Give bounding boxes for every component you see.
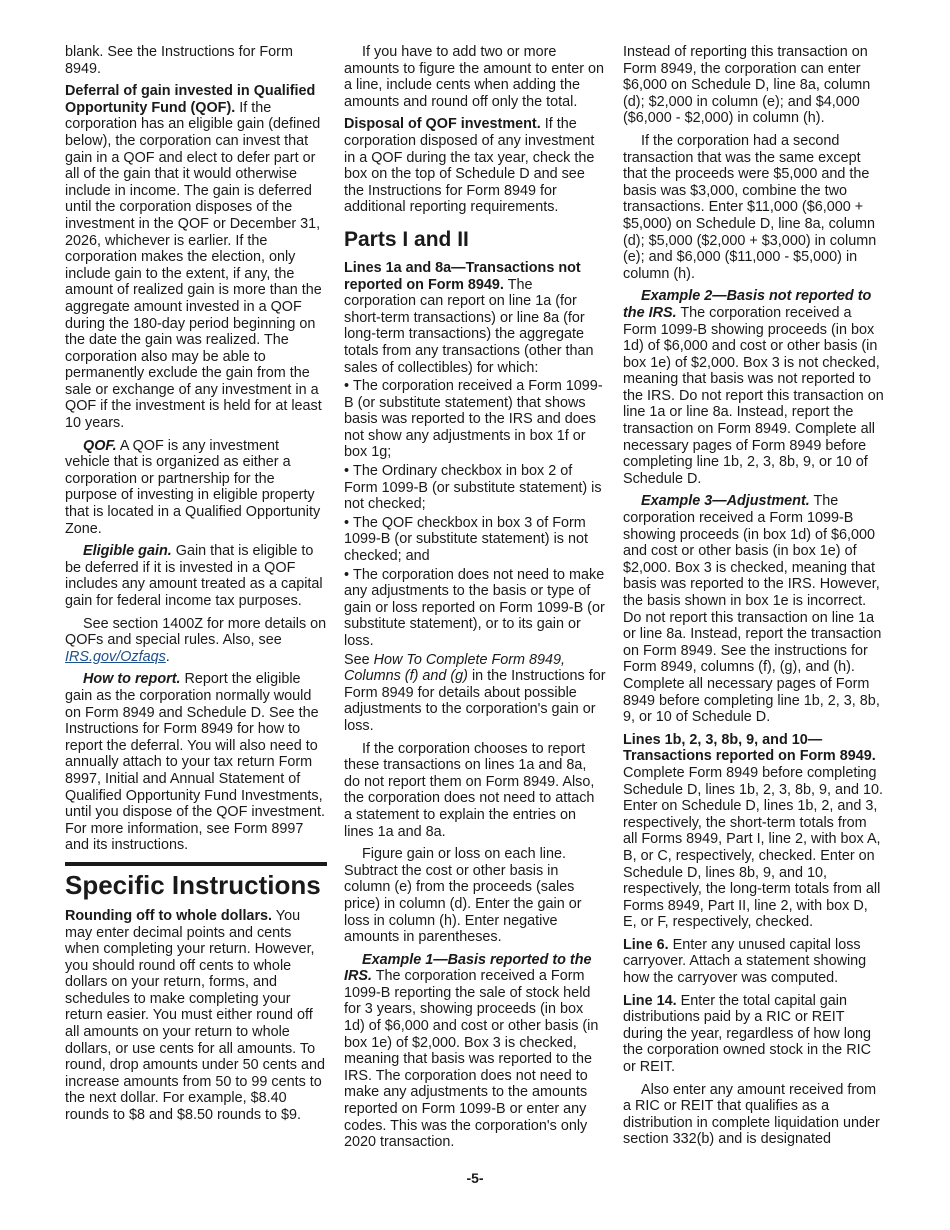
text-line-6: Enter any unused capital loss carryover. Attach a statement showing how the carryover was computed. (623, 936, 867, 987)
irs-ozfaqs-link[interactable]: IRS.gov/Ozfaqs (65, 648, 166, 665)
text-see-section: See section 1400Z for more details on QOFs and special rules. Also, see (65, 615, 327, 649)
lead-qof: QOF. (83, 437, 117, 454)
paragraph-example-2 (623, 288, 885, 487)
paragraph-lines-1a-8a (344, 260, 606, 376)
text-example-3: The corporation received a Form 1099-B showing proceeds (in box 1d) of $6,000 and cost or other basis (in box 1e) of $2,000. Box 3 is checked, meaning that basis was reported to the IRS. However, the basis shown in box 1e is incorrect. Do not report this transaction on line 1a or line 8a. Instead, report the transaction on Form 8949. See the instructions for Form 8949, columns (f), (g), and (h). Complete all necessary pages of Form 8949 before completing line 1b, 2, 3, 8b, 9, or 10 of Schedule D. (623, 493, 882, 726)
text-disposal: If the corporation disposed of any investment in a QOF during the tax year, check the box on the top of Schedule D and see the Instructions for Form 8949 for additional reporting requirements. (344, 116, 595, 216)
paragraph-figure-gain: Figure gain or loss on each line. Subtract the cost or other basis in column (e) from the proceeds (sales price) in column (d). Enter the gain or loss in column (h). Enter negative amounts in parentheses. (344, 846, 582, 946)
list-item (344, 463, 606, 513)
paragraph-lines-reported (623, 732, 885, 931)
lead-disposal: Disposal of QOF investment. (344, 116, 541, 133)
lead-line-6: Line 6. (623, 936, 669, 953)
period: . (165, 648, 170, 665)
list-item-text: The corporation does not need to make any adjustments to the basis or type of gain or loss reported on Form 1099-B (or substitute statement), or to its gain or loss. (344, 566, 605, 649)
paragraph-second-transaction: If the corporation had a second transaction that was the same except that the proceeds were $5,000 and the basis was $3,000, combine the two transactions. Enter $11,000 ($6,000 + $5,000) on Schedule D, line 8a, column (d); $5,000 ($2,000 + $3,000) in column (e); and $6,000 ($11,000 - $5,000) in column (h). (623, 132, 877, 282)
lead-example-1: Example 1—Basis reported to the IRS. (344, 951, 592, 985)
lead-lines-reported: Lines 1b, 2, 3, 8b, 9, and 10—Transactions reported on Form 8949. (623, 731, 876, 765)
bullet-icon: • (344, 378, 350, 395)
text-qof-deferral: If the corporation has an eligible gain (defined below), the corporation can invest that gain in a QOF and elect to defer part or all of the gain that it would otherwise include in income. The gain is deferred until the corporation disposes of the investment in the QOF or December 31, 2026, whichever is earlier. If the corporation makes the election, only include gain to the extent, if any, the amount of realized gain is more than the aggregate amount invested in a QOF during the 180-day period beginning on the date the gain was realized. The corporation also may be able to permanently exclude the gain from the sale or exchange of any investment in a QOF if the investment is held for at least 10 years. (65, 99, 322, 432)
text-lines-reported: Complete Form 8949 before completing Schedule D, lines 1b, 2, 3, 8b, 9, and 10. Enter on Schedule D, lines 1b, 2, and 3, respectively, the short-term totals from all Forms 8949, Part I, line 2, with box A, B, or C, respectively, checked. Enter on Schedule D, lines 8b, 9, and 10, respectively, the long-term totals from all Forms 8949, Part II, line 2, with box D, E, or F, respectively, checked. (623, 764, 884, 931)
paragraph-qof-deferral (65, 83, 327, 431)
paragraph: If you have to add two or more amounts to figure the amount to enter on a line, include cents when adding the amounts and round off only the total. (344, 44, 604, 110)
lead-line-14: Line 14. (623, 992, 677, 1009)
paragraph-line-6 (623, 937, 885, 987)
column-1 (65, 44, 327, 1130)
section-divider (65, 862, 327, 866)
text-example-2: The corporation received a Form 1099-B showing proceeds (in box 1d) of $6,000 and cost or other basis (in box 1e) of $2,000. Box 3 is not checked, meaning that basis was not reported to the IRS. Do not report this transaction on line 1a or line 8a. Instead, report the transaction on Form 8949. Complete all necessary pages of Form 8949 before completing line 1b, 2, 3, 8b, 9, or 10 of Schedule D. (623, 304, 884, 487)
paragraph-disposal (344, 116, 606, 216)
bullet-icon: • (344, 463, 350, 480)
lead-lines-1a-8a: Lines 1a and 8a—Transactions not reported on Form 8949. (344, 259, 581, 293)
paragraph-also-enter: Also enter any amount received from a RIC or REIT that qualifies as a distribution in complete liquidation under section 332(b) and is designated (623, 1081, 880, 1148)
bullet-icon: • (344, 566, 350, 583)
paragraph-rounding (65, 908, 327, 1124)
paragraph-eligible-gain (65, 543, 327, 609)
text-how-to-complete: How To Complete Form 8949, Columns (f) and (g) (344, 651, 566, 685)
text-eligible-gain: Gain that is eligible to be deferred if it is invested in a QOF includes any amount treated as a capital gain for federal income tax purposes. (65, 543, 323, 609)
text-see-post: in the Instructions for Form 8949 for details about possible adjustments to the corporation's gain or loss. (344, 668, 606, 734)
text-how-to-report: Report the eligible gain as the corporation normally would on Form 8949 and Schedule D. See the Instructions for Form 8949 for how to report the deferral. You will also need to annually attach to your tax return Form 8997, Initial and Annual Statement of Qualified Opportunity Fund Investments, until you dispose of the QOF investment. For more information, see Form 8997 and its instructions. (65, 671, 325, 854)
text-qof: A QOF is any investment vehicle that is organized as either a corporation or partnership for the purpose of investing in eligible property that is located in a Qualified Opportunity Zone. (65, 437, 321, 537)
paragraph-see-how-to-complete (344, 652, 606, 735)
lead-rounding: Rounding off to whole dollars. (65, 907, 273, 924)
paragraph-qof-definition (65, 438, 327, 538)
paragraph-chooses: If the corporation chooses to report these transactions on lines 1a and 8a, do not report them on Form 8949. Also, the corporation does not need to attach a statement to explain the entries on lines 1a and 8a. (344, 740, 595, 840)
lead-eligible-gain: Eligible gain. (83, 543, 172, 560)
heading-parts-i-and-ii: Parts I and II (344, 227, 469, 251)
text-lines-1a-8a: The corporation can report on line 1a (for short-term transactions) or line 8a (for long-term transactions) the aggregate totals from any transactions (other than sales of collectibles) for which: (344, 276, 594, 376)
paragraph-line-14 (623, 993, 885, 1076)
lead-qof-deferral: Deferral of gain invested in Qualified Opportunity Fund (QOF). (65, 83, 316, 116)
list-item-text: The Ordinary checkbox in box 2 of Form 1099-B (or substitute statement) is not checked; (344, 463, 602, 513)
column-2 (344, 44, 606, 1157)
list-item-text: The corporation received a Form 1099-B (or substitute statement) that shows basis was reported to the IRS and does not show any adjustments in box 1f or box 1g; (344, 378, 603, 461)
column-3 (623, 44, 885, 1154)
lead-example-2: Example 2—Basis not reported to the IRS. (623, 288, 872, 321)
list-item (344, 515, 606, 565)
list-item (344, 378, 606, 461)
text-rounding: You may enter decimal points and cents when completing your return. However, you should round off cents to whole dollars on your return, forms, and schedules to make completing your return easier. You must either round off all amounts on your return to whole dollars, or use cents for all amounts. To round, drop amounts under 50 cents and increase amounts from 50 to 99 cents to the next dollar. For example, $8.40 rounds to $8 and $8.50 rounds to $9. (65, 907, 326, 1124)
text-example-1: The corporation received a Form 1099-B reporting the sale of stock held for 3 years, showing proceeds (in box 1d) of $6,000 and cost or other basis (in box 1e) of $2,000. Box 3 is checked, meaning that basis was reported to the IRS. The corporation does not need to make any adjustments to the amounts reported on Form 1099-B or enter any codes. This was the corporation's only 2020 transaction. (344, 968, 599, 1151)
paragraph: Instead of reporting this transaction on Form 8949, the corporation can enter $6,000 on Schedule D, line 8a, column (d); $2,000 in column (e); and $4,000 ($6,000 - $2,000) in column (h). (623, 44, 871, 127)
paragraph-see-section (65, 616, 327, 666)
text-see: See (344, 651, 370, 668)
text-line-14: Enter the total capital gain distributions paid by a RIC or REIT during the year, regardless of how long the corporation owned stock in the RIC or REIT. (623, 992, 871, 1076)
list-item (344, 567, 606, 650)
paragraph-example-1 (344, 952, 606, 1151)
lead-how-to-report: How to report. (83, 671, 181, 688)
paragraph-example-3 (623, 493, 885, 725)
lead-example-3: Example 3—Adjustment. (641, 493, 810, 510)
list-item-text: The QOF checkbox in box 3 of Form 1099-B (or substitute statement) is not checked; and (344, 514, 588, 565)
paragraph: blank. See the Instructions for Form 8949. (65, 44, 293, 77)
bullet-icon: • (344, 514, 350, 531)
heading-specific-instructions: Specific Instructions (65, 869, 321, 900)
paragraph-how-to-report (65, 671, 327, 854)
page-number: -5- (466, 1170, 484, 1186)
